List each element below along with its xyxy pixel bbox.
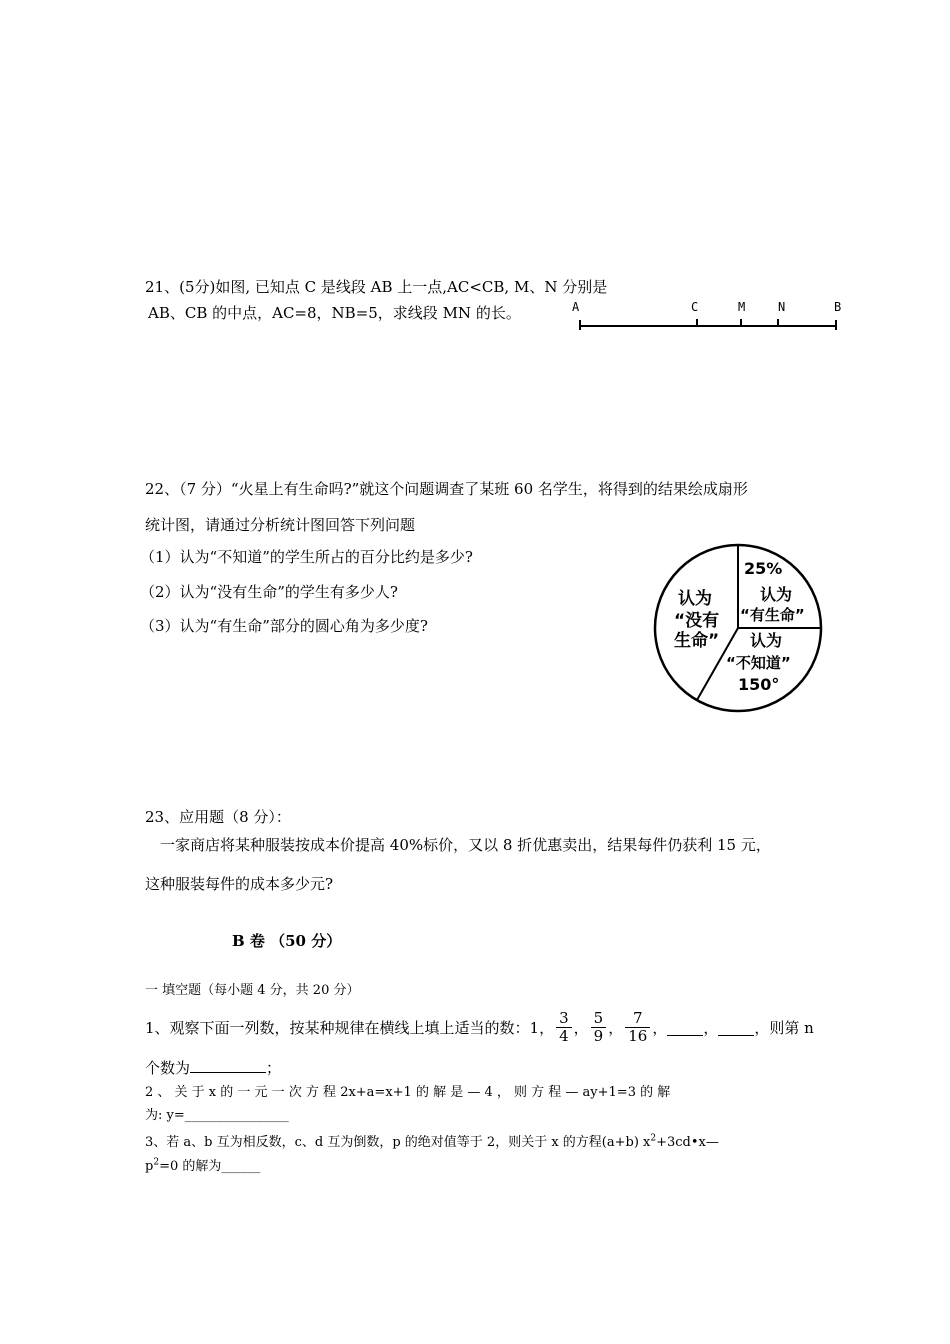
fill3-line2-rest: =0 的解为______	[159, 1159, 261, 1174]
fill1-blank-2[interactable]	[718, 1019, 754, 1036]
fill1-line2	[145, 1056, 281, 1078]
fraction-1-num: 3	[556, 1010, 572, 1028]
q22-sub1: （1）认为“不知道”的学生所占的百分比约是多少?	[140, 548, 473, 566]
section-b-title: B 卷 （50 分）	[232, 932, 342, 950]
pie-no-life-l2: “没有	[674, 611, 720, 631]
pie-unknown-angle: 150°	[738, 675, 780, 694]
q23-line2: 这种服装每件的成本多少元?	[145, 875, 334, 893]
label-m: M	[738, 300, 746, 314]
fill1-suffix: ，则第 n	[754, 1018, 814, 1037]
q21-line2: AB、CB 的中点，AC=8，NB=5，求线段 MN 的长。	[148, 304, 521, 322]
fill1-line2-prefix: 个数为	[145, 1059, 191, 1077]
fill3-line1	[145, 1131, 719, 1150]
fill1-comma-4: ，	[703, 1018, 719, 1037]
fraction-3-den: 16	[628, 1026, 648, 1045]
fill1-prefix: 1、观察下面一列数，按某种规律在横线上填上适当的数：1，	[145, 1018, 555, 1037]
fraction-1-den: 4	[559, 1026, 569, 1045]
fill1-comma-2: ，	[608, 1018, 624, 1037]
q22-line2: 统计图，请通过分析统计图回答下列问题	[145, 516, 416, 534]
q23-title: 23、应用题（8 分）：	[145, 808, 291, 826]
fill3-line1-rest: +3cd•x—	[656, 1135, 719, 1150]
pie-unknown-l2: “不知道”	[726, 654, 791, 672]
fraction-1	[556, 1010, 572, 1044]
label-c: C	[691, 300, 699, 314]
fill1-blank-3[interactable]	[190, 1056, 266, 1073]
fill3-line1-text: 3、若 a、b 互为相反数，c、d 互为倒数，p 的绝对值等于 2，则关于 x 的方程(a+b) x	[145, 1135, 651, 1150]
q21-line1: 21、(5分)如图, 已知点 C 是线段 AB 上一点,AC<CB, M、N 分别是	[145, 278, 608, 296]
fill2-line2: 为: y=________________	[145, 1108, 289, 1123]
label-a: A	[572, 300, 580, 314]
fill1-blank-1[interactable]	[667, 1019, 703, 1036]
fraction-3-num: 7	[625, 1010, 650, 1028]
label-n: N	[778, 300, 786, 314]
pie-life-l1: 认为	[760, 585, 793, 604]
pie-unknown-l1: 认为	[750, 631, 783, 650]
fill1-line2-suffix: ；	[266, 1059, 282, 1077]
fraction-2-den: 9	[593, 1026, 604, 1045]
fill3-sup-1: 2	[650, 1133, 657, 1144]
fraction-2	[591, 1010, 607, 1044]
fill2-line1: 2 、 关 于 x 的 一 元 一 次 方 程 2x+a=x+1 的 解 是 — 4 ， 则 方 程 — ay+1=3 的 解	[145, 1085, 671, 1100]
pie-no-life-l3: 生命”	[674, 631, 720, 651]
fraction-2-num: 5	[591, 1010, 607, 1028]
q22-sub2: （2）认为“没有生命”的学生有多少人?	[140, 583, 398, 601]
fill3-line2	[145, 1155, 260, 1174]
fraction-3	[625, 1010, 650, 1044]
fill3-line2-pre: p	[145, 1159, 154, 1174]
pie-life-l2: “有生命”	[740, 606, 805, 624]
q22-line1: 22、（7 分）“火星上有生命吗?”就这个问题调查了某班 60 名学生，将得到的结果绘成扇形	[145, 480, 748, 498]
pie-svg	[650, 542, 830, 722]
pie-chart	[650, 542, 830, 722]
label-b: B	[834, 300, 842, 314]
pie-no-life-l1: 认为	[678, 589, 712, 609]
segment-svg	[568, 298, 848, 338]
q23-line1: 一家商店将某种服装按成本价提高 40%标价，又以 8 折优惠卖出，结果每件仍获利 15 元，	[160, 836, 771, 854]
segment-figure	[568, 298, 848, 338]
fill3-sup-2: 2	[153, 1157, 160, 1168]
fill1-comma-3: ，	[652, 1018, 668, 1037]
fill1-comma-1: ，	[573, 1018, 589, 1037]
pie-life-pct: 25%	[744, 559, 783, 578]
q22-sub3: （3）认为“有生命”部分的圆心角为多少度?	[140, 617, 428, 635]
fill-section-title: 一 填空题（每小题 4 分，共 20 分）	[145, 983, 360, 998]
fill1-line1	[145, 1004, 814, 1050]
